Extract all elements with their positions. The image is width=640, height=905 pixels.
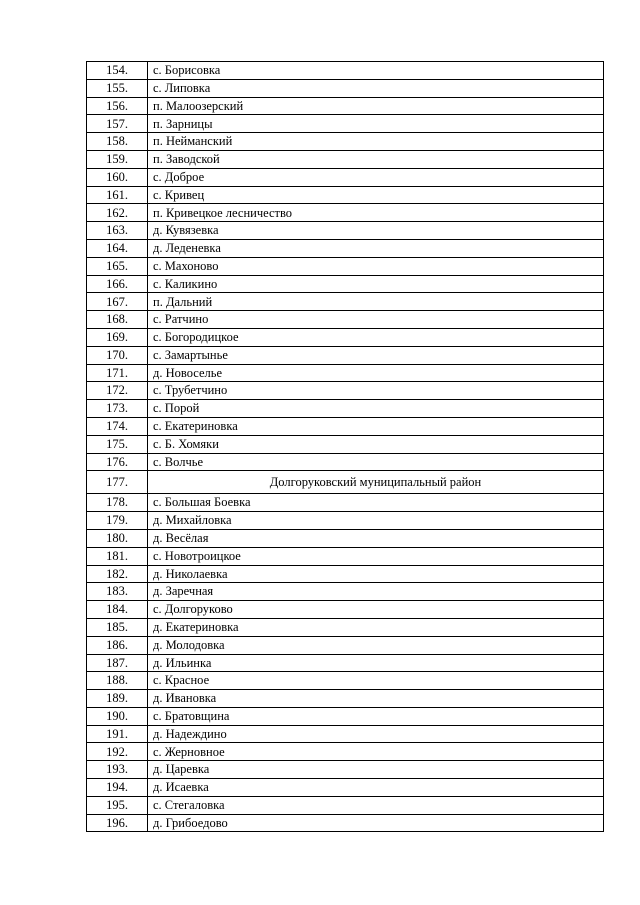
table-row: [87, 690, 604, 708]
table-row: [87, 761, 604, 779]
row-number: 174.: [87, 417, 148, 435]
settlement-name: с. Липовка: [148, 79, 604, 97]
settlement-name: д. Ильинка: [148, 654, 604, 672]
table-row: [87, 328, 604, 346]
settlement-name: с. Кривец: [148, 186, 604, 204]
row-number: 158.: [87, 133, 148, 151]
table-row: [87, 239, 604, 257]
table-row: [87, 311, 604, 329]
settlement-name: с. Ратчино: [148, 311, 604, 329]
row-number: 154.: [87, 62, 148, 80]
settlement-name: с. Доброе: [148, 168, 604, 186]
row-number: 161.: [87, 186, 148, 204]
settlement-name: д. Исаевка: [148, 779, 604, 797]
table-row: [87, 512, 604, 530]
settlement-name: с. Порой: [148, 400, 604, 418]
settlement-name: д. Леденевка: [148, 239, 604, 257]
row-number: 155.: [87, 79, 148, 97]
table-row: [87, 707, 604, 725]
row-number: 169.: [87, 328, 148, 346]
settlement-name: д. Ивановка: [148, 690, 604, 708]
table-row: [87, 583, 604, 601]
table-row: [87, 417, 604, 435]
table-row: [87, 382, 604, 400]
row-number: 183.: [87, 583, 148, 601]
row-number: 175.: [87, 435, 148, 453]
table-row: [87, 743, 604, 761]
row-number: 191.: [87, 725, 148, 743]
settlement-name: п. Зарницы: [148, 115, 604, 133]
table-row: [87, 257, 604, 275]
row-number: 157.: [87, 115, 148, 133]
table-row: [87, 565, 604, 583]
settlement-name: с. Екатериновка: [148, 417, 604, 435]
table-row: [87, 779, 604, 797]
settlement-name: п. Малоозерский: [148, 97, 604, 115]
settlement-name: п. Заводской: [148, 150, 604, 168]
row-number: 166.: [87, 275, 148, 293]
settlement-name: с. Б. Хомяки: [148, 435, 604, 453]
settlement-name: с. Большая Боевка: [148, 494, 604, 512]
table-row: [87, 601, 604, 619]
settlement-name: п. Нейманский: [148, 133, 604, 151]
table-row: [87, 150, 604, 168]
table-row: [87, 796, 604, 814]
table-row: [87, 62, 604, 80]
row-number: 179.: [87, 512, 148, 530]
row-number: 182.: [87, 565, 148, 583]
row-number: 168.: [87, 311, 148, 329]
row-number: 156.: [87, 97, 148, 115]
settlement-name: д. Надеждино: [148, 725, 604, 743]
settlement-name: д. Царевка: [148, 761, 604, 779]
table-row: [87, 547, 604, 565]
section-header-row: [87, 471, 604, 494]
settlement-name: с. Трубетчино: [148, 382, 604, 400]
settlements-table: [86, 61, 604, 832]
row-number: 184.: [87, 601, 148, 619]
row-number: 185.: [87, 618, 148, 636]
settlement-name: д. Заречная: [148, 583, 604, 601]
settlement-name: д. Николаевка: [148, 565, 604, 583]
row-number: 194.: [87, 779, 148, 797]
settlement-name: с. Жерновное: [148, 743, 604, 761]
table-row: [87, 618, 604, 636]
table-row: [87, 636, 604, 654]
row-number: 172.: [87, 382, 148, 400]
settlement-name: д. Весёлая: [148, 529, 604, 547]
row-number: 164.: [87, 239, 148, 257]
row-number: 162.: [87, 204, 148, 222]
settlement-name: д. Кувязевка: [148, 222, 604, 240]
row-number: 192.: [87, 743, 148, 761]
row-number: 193.: [87, 761, 148, 779]
row-number: 167.: [87, 293, 148, 311]
row-number: 170.: [87, 346, 148, 364]
table-row: [87, 672, 604, 690]
settlement-name: с. Братовщина: [148, 707, 604, 725]
table-row: [87, 494, 604, 512]
settlement-name: п. Кривецкое лесничество: [148, 204, 604, 222]
settlement-name: с. Махоново: [148, 257, 604, 275]
row-number: 178.: [87, 494, 148, 512]
settlement-name: д. Новоселье: [148, 364, 604, 382]
settlement-name: с. Замартынье: [148, 346, 604, 364]
row-number: 171.: [87, 364, 148, 382]
table-row: [87, 814, 604, 832]
settlement-name: с. Новотроицкое: [148, 547, 604, 565]
settlement-name: с. Богородицкое: [148, 328, 604, 346]
row-number: 187.: [87, 654, 148, 672]
row-number: 181.: [87, 547, 148, 565]
table-row: [87, 115, 604, 133]
row-number: 176.: [87, 453, 148, 471]
table-row: [87, 364, 604, 382]
row-number: 159.: [87, 150, 148, 168]
row-number: 173.: [87, 400, 148, 418]
table-row: [87, 186, 604, 204]
table-row: [87, 293, 604, 311]
table-row: [87, 168, 604, 186]
table-row: [87, 204, 604, 222]
settlement-name: с. Красное: [148, 672, 604, 690]
row-number: 196.: [87, 814, 148, 832]
settlement-name: п. Дальний: [148, 293, 604, 311]
row-number: 180.: [87, 529, 148, 547]
row-number: 165.: [87, 257, 148, 275]
table-row: [87, 529, 604, 547]
table-row: [87, 435, 604, 453]
settlement-name: с. Борисовка: [148, 62, 604, 80]
settlement-name: с. Волчье: [148, 453, 604, 471]
settlement-name: д. Екатериновка: [148, 618, 604, 636]
row-number: 160.: [87, 168, 148, 186]
table-row: [87, 222, 604, 240]
table-row: [87, 79, 604, 97]
settlement-name: д. Молодовка: [148, 636, 604, 654]
row-number: 190.: [87, 707, 148, 725]
table-row: [87, 453, 604, 471]
district-name: Долгоруковский муниципальный район: [148, 471, 604, 494]
table-row: [87, 346, 604, 364]
settlement-name: с. Долгоруково: [148, 601, 604, 619]
table-row: [87, 654, 604, 672]
settlement-name: д. Грибоедово: [148, 814, 604, 832]
table-row: [87, 97, 604, 115]
row-number: 195.: [87, 796, 148, 814]
row-number: 186.: [87, 636, 148, 654]
row-number: 163.: [87, 222, 148, 240]
table-row: [87, 400, 604, 418]
settlement-name: с. Каликино: [148, 275, 604, 293]
row-number: 189.: [87, 690, 148, 708]
settlements-table-body: [87, 62, 604, 832]
settlement-name: с. Стегаловка: [148, 796, 604, 814]
settlement-name: д. Михайловка: [148, 512, 604, 530]
table-row: [87, 725, 604, 743]
table-row: [87, 275, 604, 293]
row-number: 177.: [87, 471, 148, 494]
table-row: [87, 133, 604, 151]
row-number: 188.: [87, 672, 148, 690]
